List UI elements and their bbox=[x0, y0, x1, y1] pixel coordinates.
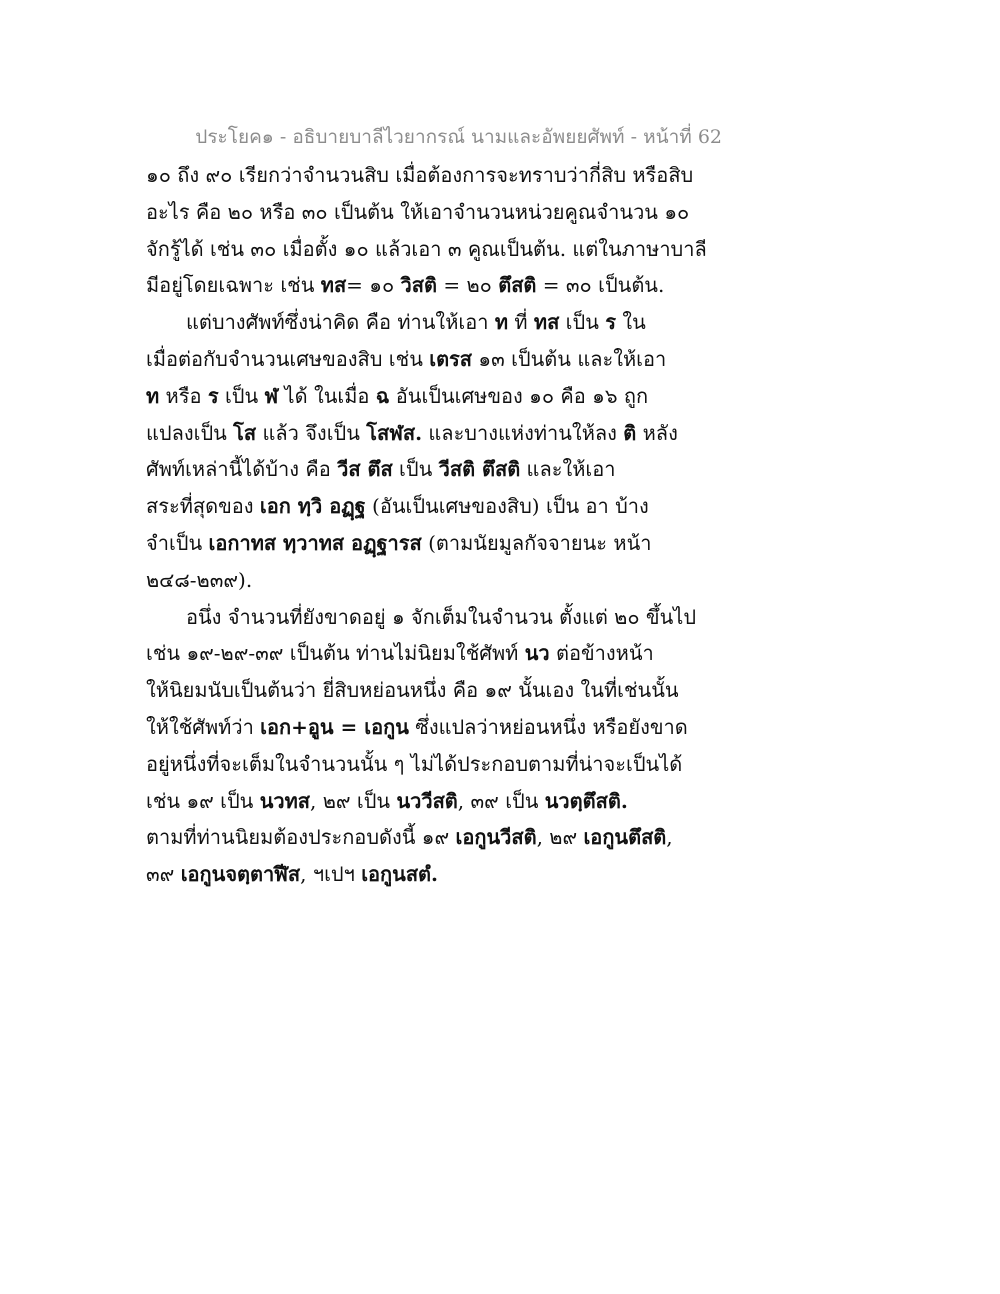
text-run: มีอยู่โดยเฉพาะ เช่น bbox=[146, 273, 321, 298]
bold-term: เอก ทฺวิ อฏฺฐ bbox=[259, 494, 366, 519]
text-line bbox=[146, 157, 706, 194]
text-run: = ๒๐ bbox=[436, 273, 499, 298]
text-run: ๑๓ เป็นต้น และให้เอา bbox=[472, 346, 667, 371]
text-run: , bbox=[666, 825, 673, 850]
text-run: หรือ bbox=[159, 383, 208, 408]
text-run: เมื่อต่อกับจำนวนเศษของสิบ เช่น bbox=[146, 346, 430, 371]
text-run: (อันเป็นเศษของสิบ) เป็น อา บ้าง bbox=[365, 494, 649, 519]
bold-term: นวทส bbox=[259, 788, 310, 813]
text-run: หลัง bbox=[636, 420, 678, 445]
text-run: อยู่หนึ่งที่จะเต็มในจำนวนนั้น ๆ ไม่ได้ประกอบตามที่น่าจะเป็นได้ bbox=[146, 751, 683, 776]
text-line bbox=[146, 488, 706, 525]
text-line bbox=[146, 709, 706, 746]
text-line bbox=[146, 819, 706, 856]
text-run: , ๒๙ bbox=[536, 825, 584, 850]
text-run: ให้ใช้ศัพท์ว่า bbox=[146, 714, 261, 739]
text-run: ใน bbox=[615, 310, 646, 335]
text-line bbox=[146, 267, 706, 304]
bold-term: เตรส bbox=[429, 346, 473, 371]
text-line bbox=[146, 635, 706, 672]
text-run: ได้ ในเมื่อ bbox=[278, 383, 376, 408]
text-run: ซึ่งแปลว่าหย่อนหนึ่ง หรือยังขาด bbox=[408, 714, 688, 739]
text-run: ๓๙ bbox=[146, 862, 181, 887]
bold-term: ทส bbox=[533, 310, 560, 335]
text-line bbox=[146, 194, 706, 231]
bold-term: โสฬส. bbox=[366, 420, 423, 445]
text-run: (ตามนัยมูลกัจจายนะ หน้า bbox=[421, 530, 652, 555]
text-run: ๒๔๘-๒๓๙). bbox=[146, 567, 253, 592]
bold-term: นวตฺตึสติ. bbox=[544, 788, 628, 813]
bold-term: เอกาทส ทฺวาทส อฏฺฐารส bbox=[208, 530, 422, 555]
bold-term: ร bbox=[605, 310, 616, 335]
text-run: อะไร คือ ๒๐ หรือ ๓๐ เป็นต้น ให้เอาจำนวนหน่วยคูณจำนวน ๑๐ bbox=[146, 199, 690, 224]
bold-term: เอกูนตึสติ bbox=[583, 825, 667, 850]
bold-term: ทส bbox=[320, 273, 347, 298]
text-run: เป็น bbox=[218, 383, 265, 408]
bold-term: ติ bbox=[623, 420, 637, 445]
text-run: เป็น bbox=[392, 457, 439, 482]
text-run: , ๒๙ เป็น bbox=[310, 788, 397, 813]
bold-term: วีส ตึส bbox=[337, 457, 393, 482]
text-line bbox=[146, 341, 706, 378]
bold-term: วีสติ ตึสติ bbox=[438, 457, 521, 482]
text-run: เช่น ๑๙ เป็น bbox=[146, 788, 260, 813]
text-run: ต่อข้างหน้า bbox=[549, 641, 654, 666]
text-line bbox=[146, 783, 706, 820]
text-run: เช่น ๑๙-๒๙-๓๙ เป็นต้น ท่านไม่นิยมใช้ศัพท์ bbox=[146, 641, 525, 666]
bold-term: ท bbox=[494, 310, 509, 335]
text-line bbox=[146, 856, 706, 893]
running-header: ประโยค๑ - อธิบายบาลีไวยากรณ์ นามและอัพยยศัพท์ - หน้าที่ 62 bbox=[195, 126, 722, 148]
bold-term: ร bbox=[207, 383, 219, 408]
text-run: ให้นิยมนับเป็นต้นว่า ยี่สิบหย่อนหนึ่ง คือ ๑๙ นั้นเอง ในที่เช่นนั้น bbox=[146, 678, 679, 703]
text-line bbox=[146, 599, 706, 636]
text-run: = ๑๐ bbox=[346, 273, 401, 298]
text-run: และบางแห่งท่านให้ลง bbox=[422, 420, 624, 445]
text-line bbox=[146, 415, 706, 452]
text-line bbox=[146, 525, 706, 562]
text-run: แปลงเป็น bbox=[146, 420, 234, 445]
text-run: ศัพท์เหล่านี้ได้บ้าง คือ bbox=[146, 457, 338, 482]
text-run: , ฯเปฯ bbox=[300, 862, 362, 887]
text-run: ที่ bbox=[508, 310, 534, 335]
bold-term: ฬ bbox=[264, 383, 279, 408]
text-run: เป็น bbox=[559, 310, 606, 335]
text-line bbox=[146, 231, 706, 268]
bold-term: วิสติ bbox=[400, 273, 437, 298]
bold-term: นว bbox=[524, 641, 550, 666]
bold-term: เอกูนจตฺตาฬีส bbox=[180, 862, 301, 887]
bold-term: เอกูนสตํ. bbox=[361, 862, 438, 887]
text-run: จำเป็น bbox=[146, 530, 209, 555]
text-run: ๑๐ ถึง ๙๐ เรียกว่าจำนวนสิบ เมื่อต้องการจะทราบว่ากี่สิบ หรือสิบ bbox=[146, 163, 694, 187]
text-run: อันเป็นเศษของ ๑๐ คือ ๑๖ ถูก bbox=[389, 383, 649, 408]
body-text bbox=[146, 157, 706, 893]
bold-term: ฉ bbox=[375, 383, 390, 408]
text-run: แต่บางศัพท์ซึ่งน่าคิด คือ ท่านให้เอา bbox=[186, 310, 495, 335]
text-run: สระที่สุดของ bbox=[146, 494, 260, 519]
bold-term: เอก+อูน = เอกูน bbox=[260, 714, 409, 739]
text-line bbox=[146, 562, 706, 599]
bold-term: เอกูนวีสติ bbox=[455, 825, 537, 850]
text-line bbox=[146, 746, 706, 783]
text-run: แล้ว จึงเป็น bbox=[256, 420, 367, 445]
text-line bbox=[146, 451, 706, 488]
bold-term: โส bbox=[233, 420, 257, 445]
text-line bbox=[146, 304, 706, 341]
bold-term: ท bbox=[146, 383, 160, 408]
bold-term: ตึสติ bbox=[498, 273, 537, 298]
text-run: = ๓๐ เป็นต้น. bbox=[536, 273, 665, 298]
text-line bbox=[146, 378, 706, 415]
text-run: อนึ่ง จำนวนที่ยังขาดอยู่ ๑ จักเต็มในจำนวน ตั้งแต่ ๒๐ ขึ้นไป bbox=[186, 604, 697, 629]
text-run: , ๓๙ เป็น bbox=[457, 788, 545, 813]
text-run: ตามที่ท่านนิยมต้องประกอบดังนี้ ๑๙ bbox=[146, 825, 456, 850]
bold-term: นววีสติ bbox=[396, 788, 458, 813]
text-run: จักรู้ได้ เช่น ๓๐ เมื่อตั้ง ๑๐ แล้วเอา ๓ คูณเป็นต้น. แต่ในภาษาบาลี bbox=[146, 236, 707, 261]
text-run: และให้เอา bbox=[520, 457, 616, 482]
text-line bbox=[146, 672, 706, 709]
